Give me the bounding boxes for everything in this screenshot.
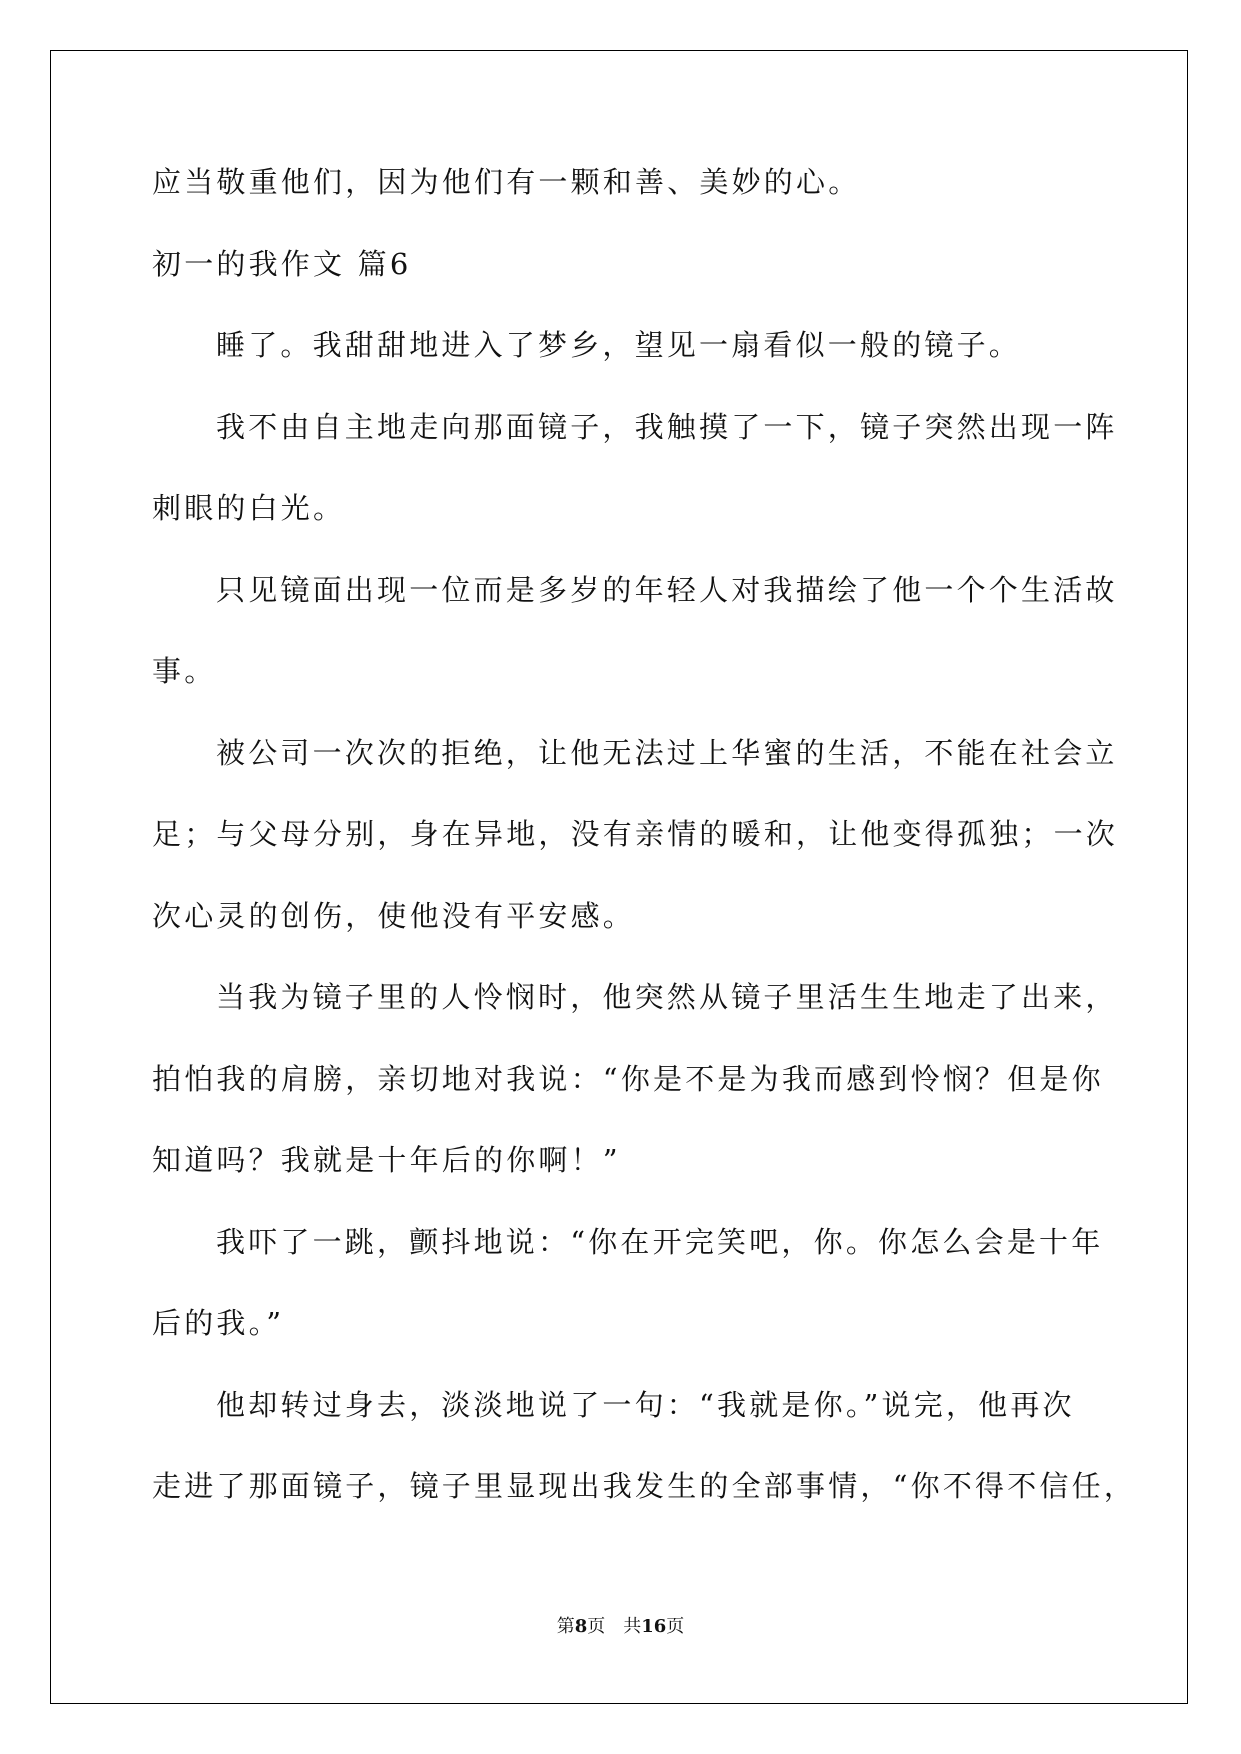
- paragraph-line: 只见镜面出现一位而是多岁的年轻人对我描绘了他一个个生活故: [216, 572, 1118, 607]
- text-line: 事。: [152, 654, 217, 688]
- text-line: 应当敬重他们，因为他们有一颗和善、美妙的心。: [152, 165, 861, 199]
- paragraph-line: 当我为镜子里的人怜悯时，他突然从镜子里活生生地走了出来，: [216, 980, 1118, 1014]
- total-prefix: 共: [623, 1616, 642, 1637]
- paragraph-line: 被公司一次次的拒绝，让他无法过上华蜜的生活，不能在社会立: [216, 735, 1118, 770]
- page-footer: [0, 1612, 1241, 1638]
- text-line: 次心灵的创伤，使他没有平安感。: [152, 898, 636, 933]
- total-pages: 16: [641, 1616, 667, 1637]
- page-suffix: 页: [587, 1616, 606, 1637]
- paragraph-line: 睡了。我甜甜地进入了梦乡，望见一扇看似一般的镜子。: [216, 328, 1022, 362]
- document-body: [152, 165, 1137, 1552]
- paragraph-line: 他却转过身去，淡淡地说了一句：“我就是你。”说完，他再次: [216, 1387, 1075, 1422]
- page-number: 8: [574, 1616, 588, 1637]
- text-line: 知道吗？我就是十年后的你啊！”: [152, 1143, 621, 1177]
- text-line: 走进了那面镜子，镜子里显现出我发生的全部事情，“你不得不信任，: [152, 1469, 1137, 1503]
- paragraph-line: 我吓了一跳，颤抖地说：“你在开完笑吧，你。你怎么会是十年: [216, 1224, 1104, 1259]
- text-line: 拍怕我的肩膀，亲切地对我说：“你是不是为我而感到怜悯？但是你: [152, 1061, 1104, 1096]
- text-line: 后的我。”: [152, 1306, 285, 1340]
- text-line: 刺眼的白光。: [152, 491, 346, 525]
- section-heading: 初一的我作文 篇6: [152, 246, 412, 281]
- page-prefix: 第: [556, 1616, 575, 1637]
- paragraph-line: 我不由自主地走向那面镜子，我触摸了一下，镜子突然出现一阵: [216, 409, 1118, 444]
- text-line: 足；与父母分别，身在异地，没有亲情的暖和，让他变得孤独；一次: [152, 817, 1119, 851]
- total-suffix: 页: [666, 1616, 685, 1637]
